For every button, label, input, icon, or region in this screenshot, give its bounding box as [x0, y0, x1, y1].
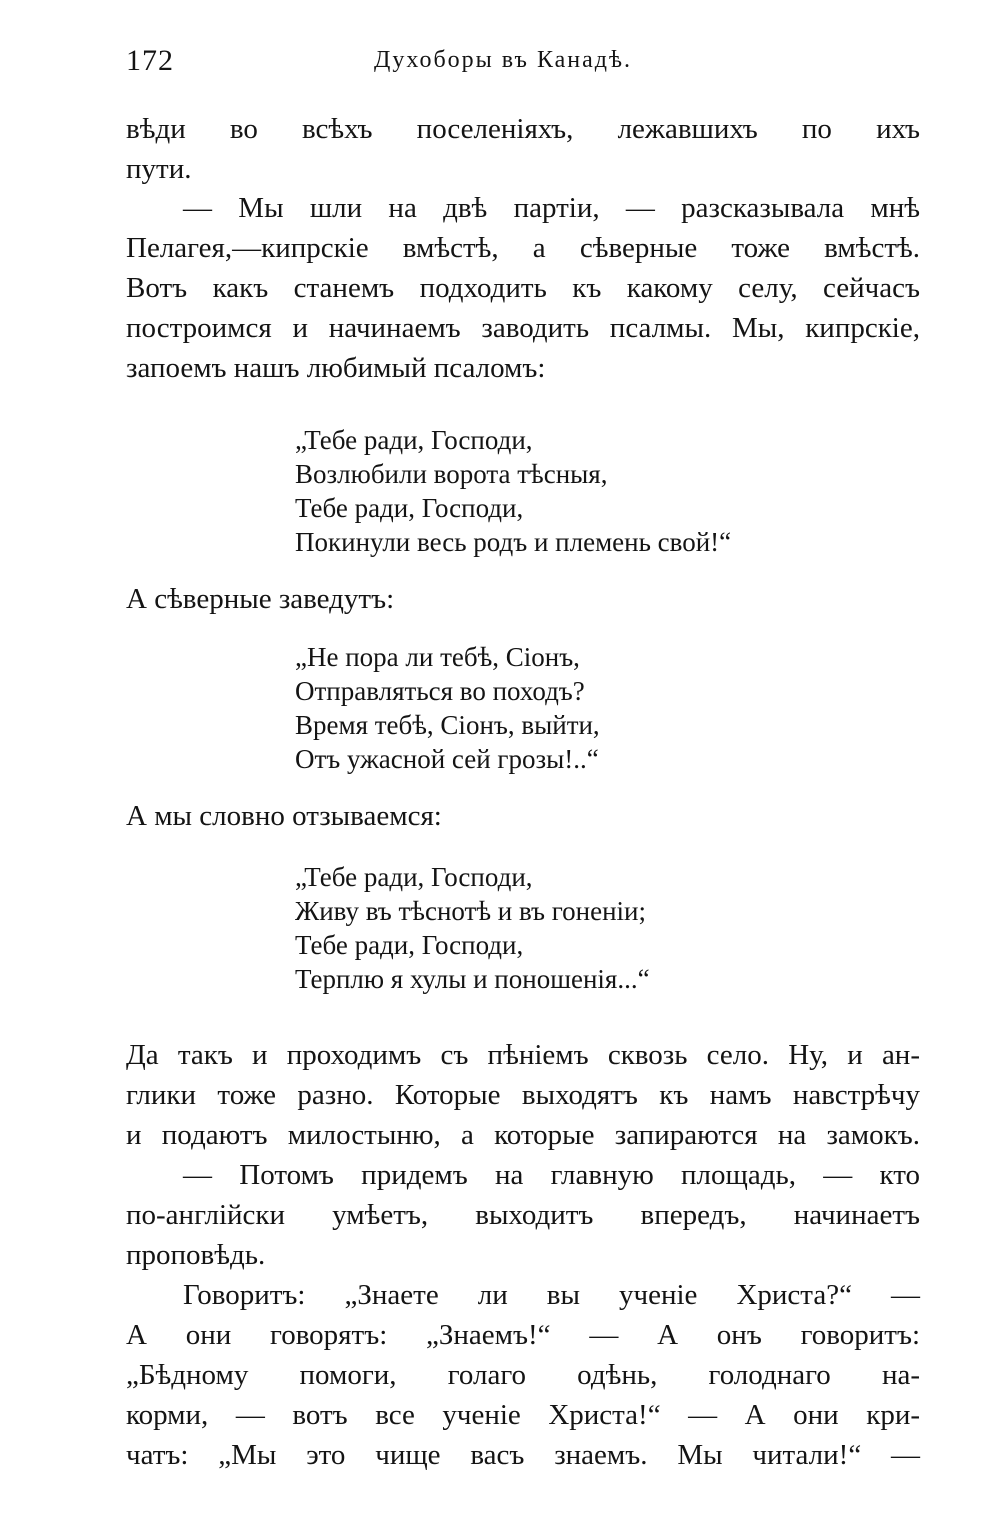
text-line: Вотъ какъ станемъ подходить къ какому селу, сейчасъ	[126, 272, 920, 304]
verse-line: Терплю я хулы и поношенія...“	[295, 964, 650, 994]
text-line: глики тоже разно. Которые выходятъ къ намъ навстрѣчу	[126, 1079, 920, 1111]
text-line: Говоритъ: „Знаете ли вы ученіе Христа?“ —	[183, 1279, 920, 1311]
verse-line: Возлюбили ворота тѣсныя,	[295, 459, 608, 489]
text-line: запоемъ нашъ любимый псаломъ:	[126, 352, 546, 384]
verse-line: Живу въ тѣснотѣ и въ гоненіи;	[295, 896, 646, 926]
verse-line: „Тебе ради, Господи,	[295, 425, 533, 455]
verse-line: Время тебѣ, Сіонъ, выйти,	[295, 710, 600, 740]
text-line: — Потомъ придемъ на главную площадь, — кто	[183, 1159, 920, 1191]
text-line: А сѣверные заведутъ:	[126, 583, 395, 615]
verse-line: Тебе ради, Господи,	[295, 930, 524, 960]
running-title: Духоборы въ Канадѣ.	[374, 47, 633, 73]
text-line: пути.	[126, 153, 192, 185]
text-line: и подаютъ милостыню, а которые запираются на замокъ.	[126, 1119, 920, 1151]
text-line: проповѣдь.	[126, 1239, 266, 1271]
text-line: вѣди во всѣхъ поселеніяхъ, лежавшихъ по ихъ	[126, 113, 920, 145]
text-line: построимся и начинаемъ заводить псалмы. Мы, кипрскіе,	[126, 312, 920, 344]
verse-line: Тебе ради, Господи,	[295, 493, 524, 523]
text-line: — Мы шли на двѣ партіи, — разсказывала мнѣ	[183, 192, 920, 224]
text-line: „Бѣдному помоги, голаго одѣнь, голоднаго на-	[126, 1359, 920, 1391]
text-line: чатъ: „Мы это чище васъ знаемъ. Мы читали!“ —	[126, 1439, 920, 1471]
text-line: Пелагея,—кипрскіе вмѣстѣ, а сѣверные тоже вмѣстѣ.	[126, 232, 920, 264]
verse-line: Отъ ужасной сей грозы!..“	[295, 744, 599, 774]
text-line: А мы словно отзываемся:	[126, 800, 442, 832]
text-line: А они говорятъ: „Знаемъ!“ — А онъ говоритъ:	[126, 1319, 920, 1351]
text-line: по-англійски умѣетъ, выходитъ впередъ, начинаетъ	[126, 1199, 920, 1231]
verse-line: Отправляться во походъ?	[295, 676, 585, 706]
text-line: Да такъ и проходимъ съ пѣніемъ сквозь село. Ну, и ан-	[126, 1039, 920, 1071]
verse-line: „Тебе ради, Господи,	[295, 862, 533, 892]
verse-line: Покинули весь родъ и племень свой!“	[295, 527, 732, 557]
page-number: 172	[126, 44, 174, 77]
verse-line: „Не пора ли тебѣ, Сіонъ,	[295, 642, 580, 672]
page-header	[126, 44, 926, 80]
text-line: корми, — вотъ все ученіе Христа!“ — А они кри-	[126, 1399, 920, 1431]
